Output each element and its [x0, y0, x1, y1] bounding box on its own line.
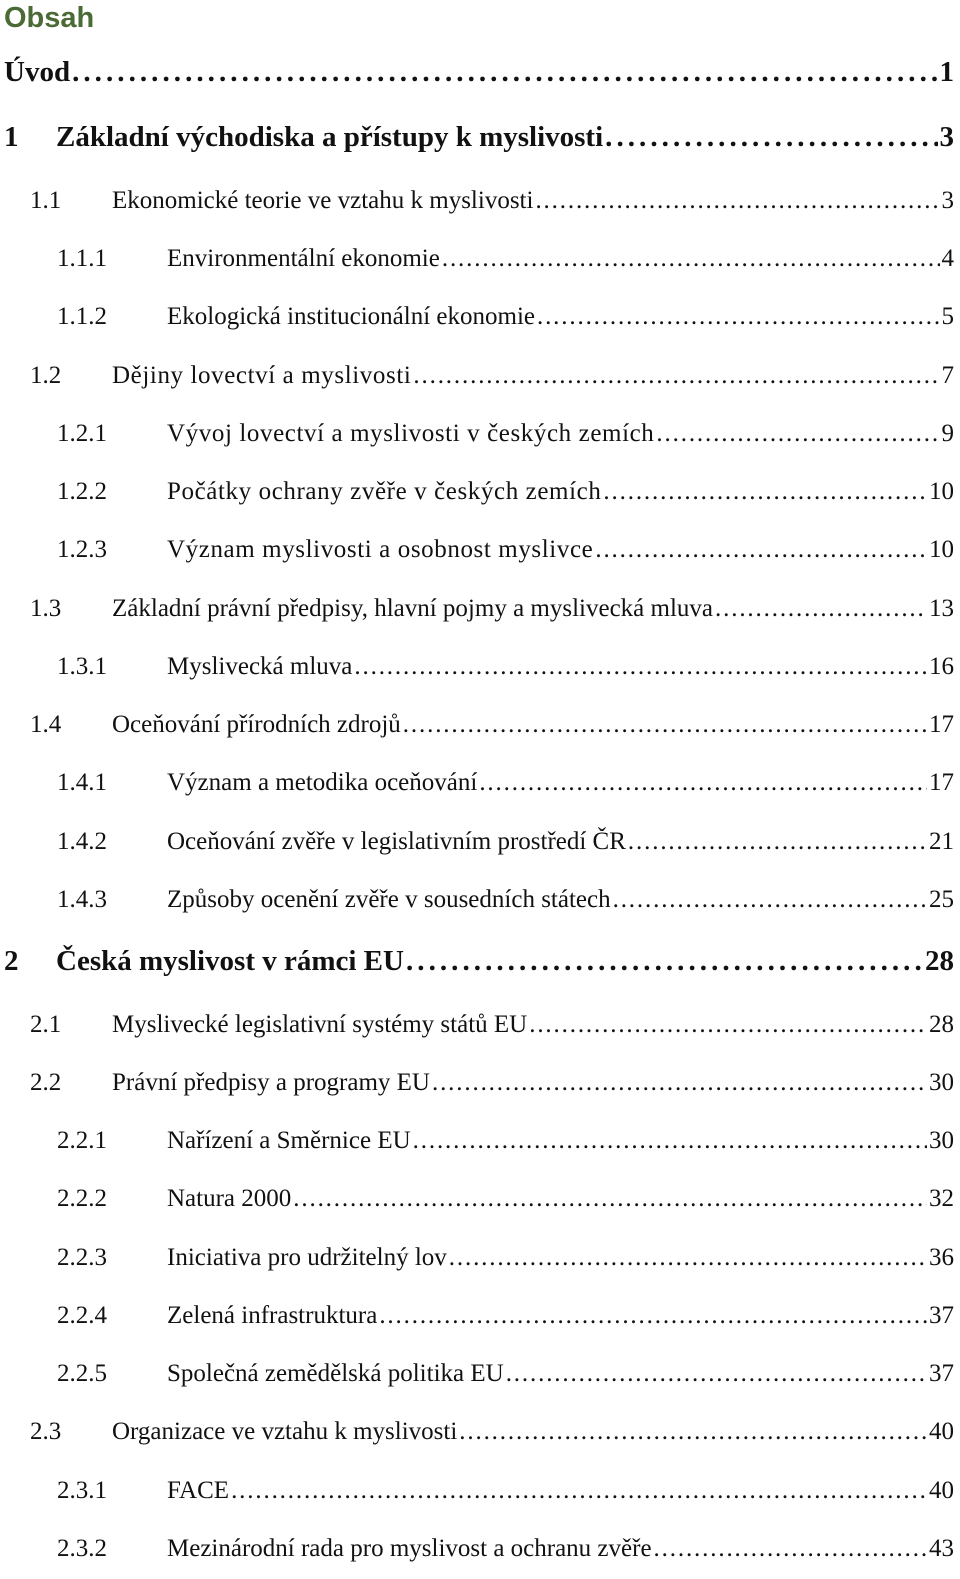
toc-entry-page: 40: [929, 1477, 954, 1504]
toc-entry-page: 30: [929, 1069, 954, 1096]
toc-entry-number: 1.4.2: [57, 828, 107, 855]
toc-entry[interactable]: [0, 711, 954, 739]
toc-entry-page: 32: [929, 1185, 954, 1212]
toc-entry[interactable]: [0, 595, 954, 623]
toc-entry-page: 17: [929, 711, 954, 738]
toc-dot-leader: [231, 1477, 927, 1505]
toc-entry-page: 3: [941, 187, 954, 214]
toc-entry-page: 16: [929, 653, 954, 680]
toc-entry-title: Natura 2000: [167, 1185, 292, 1212]
toc-entry-number: 2.3.1: [57, 1477, 107, 1504]
toc-entry-page: 10: [929, 478, 954, 505]
toc-entry-number: 1.2: [30, 362, 62, 389]
toc-dot-leader: [354, 653, 927, 681]
toc-entry-number: 1.2.3: [57, 536, 107, 563]
toc-entry-page: 5: [941, 303, 954, 330]
page-title: Obsah: [4, 2, 95, 34]
toc-entry-number: 1.1: [30, 187, 62, 214]
toc-entry-page: 4: [941, 245, 954, 272]
toc-entry[interactable]: [0, 653, 954, 681]
toc-entry-title: Oceňování zvěře v legislativním prostředí ČR: [167, 828, 626, 855]
toc-dot-leader: [654, 1535, 927, 1563]
toc-entry-title: Počátky ochrany zvěře v českých zemích: [167, 478, 602, 505]
toc-entry-number: 1.2.2: [57, 478, 107, 505]
toc-entry-title: Základní východiska a přístupy k myslivosti: [56, 121, 604, 153]
toc-entry-title: Myslivecká mluva: [167, 653, 353, 680]
toc-entry-page: 37: [929, 1302, 954, 1329]
toc-dot-leader: [459, 1418, 927, 1446]
toc-dot-leader: [413, 1127, 927, 1155]
toc-dot-leader: [72, 56, 937, 89]
toc-entry-title: Nařízení a Směrnice EU: [167, 1127, 411, 1154]
toc-entry[interactable]: [0, 187, 954, 215]
toc-dot-leader: [379, 1302, 927, 1330]
toc-entry-page: 3: [939, 121, 954, 153]
toc-entry-title: Význam myslivosti a osobnost myslivce: [167, 536, 594, 563]
toc-entry[interactable]: [0, 56, 954, 89]
toc-entry-title: Ekonomické teorie ve vztahu k myslivosti: [112, 187, 534, 214]
toc-entry-title: Iniciativa pro udržitelný lov: [167, 1244, 447, 1271]
toc-dot-leader: [605, 121, 937, 154]
toc-entry-page: 28: [929, 1011, 954, 1038]
toc-entry-title: Ekologická institucionální ekonomie: [167, 303, 535, 330]
toc-dot-leader: [479, 769, 927, 797]
toc-entry-number: 2: [4, 945, 19, 977]
toc-entry-title: Společná zemědělská politika EU: [167, 1360, 504, 1387]
toc-entry[interactable]: [0, 420, 954, 448]
toc-entry-number: 1.4.1: [57, 769, 107, 796]
toc-entry-page: 7: [941, 362, 954, 389]
toc-dot-leader: [442, 245, 940, 273]
toc-entry-title: Dějiny lovectví a myslivosti: [112, 362, 412, 389]
toc-entry-number: 2.3: [30, 1418, 62, 1445]
toc-entry-title: Způsoby ocenění zvěře v sousedních státech: [167, 886, 611, 913]
toc-entry[interactable]: [0, 1418, 954, 1446]
toc-entry-number: 1.1.2: [57, 303, 107, 330]
toc-entry-page: 21: [929, 828, 954, 855]
toc-entry-number: 2.3.2: [57, 1535, 107, 1562]
toc-entry-page: 10: [929, 536, 954, 563]
toc-entry[interactable]: [0, 1477, 954, 1505]
toc-entry-page: 43: [929, 1535, 954, 1562]
toc-entry-title: Zelená infrastruktura: [167, 1302, 378, 1329]
toc-entry-number: 1.2.1: [57, 420, 107, 447]
toc-entry[interactable]: [0, 1360, 954, 1388]
toc-entry-number: 2.2.4: [57, 1302, 107, 1329]
toc-entry[interactable]: [0, 121, 954, 154]
toc-entry-page: 36: [929, 1244, 954, 1271]
toc-entry-number: 1.1.1: [57, 245, 107, 272]
toc-dot-leader: [613, 886, 927, 914]
toc-entry-title: Oceňování přírodních zdrojů: [112, 711, 401, 738]
toc-entry[interactable]: [0, 478, 954, 506]
toc-dot-leader: [506, 1360, 927, 1388]
toc-entry[interactable]: [0, 1185, 954, 1213]
toc-entry[interactable]: [0, 245, 954, 273]
toc-dot-leader: [529, 1011, 927, 1039]
toc-entry-number: 2.1: [30, 1011, 62, 1038]
toc-entry-page: 28: [925, 945, 954, 977]
toc-dot-leader: [535, 187, 939, 215]
toc-dot-leader: [603, 478, 927, 506]
toc-entry[interactable]: [0, 362, 954, 390]
toc-entry[interactable]: [0, 945, 954, 978]
toc-entry[interactable]: [0, 1127, 954, 1155]
toc-entry-page: 25: [929, 886, 954, 913]
toc-dot-leader: [595, 536, 927, 564]
toc-entry-page: 30: [929, 1127, 954, 1154]
toc-entry-title: Právní předpisy a programy EU: [112, 1069, 430, 1096]
toc-entry[interactable]: [0, 1069, 954, 1097]
toc-entry-number: 1.3.1: [57, 653, 107, 680]
toc-entry-title: Myslivecké legislativní systémy států EU: [112, 1011, 528, 1038]
toc-entry-number: 1.3: [30, 595, 62, 622]
toc-entry-title: Environmentální ekonomie: [167, 245, 440, 272]
toc-entry-title: Mezinárodní rada pro myslivost a ochranu zvěře: [167, 1535, 652, 1562]
toc-entry-title: FACE: [167, 1477, 230, 1504]
toc-entry[interactable]: [0, 828, 954, 856]
toc-entry[interactable]: [0, 536, 954, 564]
toc-entry-number: 1.4.3: [57, 886, 107, 913]
toc-entry[interactable]: [0, 769, 954, 797]
toc-entry-number: 1: [4, 121, 19, 153]
toc-dot-leader: [403, 711, 927, 739]
toc-dot-leader: [413, 362, 939, 390]
toc-dot-leader: [537, 303, 940, 331]
toc-entry[interactable]: [0, 1302, 954, 1330]
toc-entry-page: 40: [929, 1418, 954, 1445]
toc-entry[interactable]: [0, 303, 954, 331]
toc-entry-number: 2.2.1: [57, 1127, 107, 1154]
toc-dot-leader: [432, 1069, 927, 1097]
toc-entry-number: 1.4: [30, 711, 62, 738]
toc-dot-leader: [293, 1185, 927, 1213]
toc-dot-leader: [449, 1244, 927, 1272]
toc-entry-title: Význam a metodika oceňování: [167, 769, 478, 796]
toc-entry-page: 17: [929, 769, 954, 796]
toc-entry-page: 9: [941, 420, 954, 447]
toc-entry[interactable]: [0, 1244, 954, 1272]
toc-entry-title: Základní právní předpisy, hlavní pojmy a myslivecká mluva: [112, 595, 714, 622]
toc-entry-page: 1: [939, 56, 954, 88]
toc-entry-title: Česká myslivost v rámci EU: [56, 945, 404, 977]
toc-entry-title: Organizace ve vztahu k myslivosti: [112, 1418, 458, 1445]
toc-dot-leader: [656, 420, 939, 448]
toc-entry-number: 2.2: [30, 1069, 62, 1096]
toc-entry[interactable]: [0, 1011, 954, 1039]
toc-entry[interactable]: [0, 886, 954, 914]
toc-dot-leader: [628, 828, 927, 856]
toc-entry-title: Vývoj lovectví a myslivosti v českých zemích: [167, 420, 655, 447]
toc-entry-page: 37: [929, 1360, 954, 1387]
toc-dot-leader: [406, 945, 923, 978]
toc-entry-number: 2.2.5: [57, 1360, 107, 1387]
toc-entry[interactable]: [0, 1535, 954, 1563]
toc-entry-number: 2.2.2: [57, 1185, 107, 1212]
toc-dot-leader: [715, 595, 927, 623]
toc-entry-title: Úvod: [4, 56, 71, 88]
toc-entry-page: 13: [929, 595, 954, 622]
toc-entry-number: 2.2.3: [57, 1244, 107, 1271]
